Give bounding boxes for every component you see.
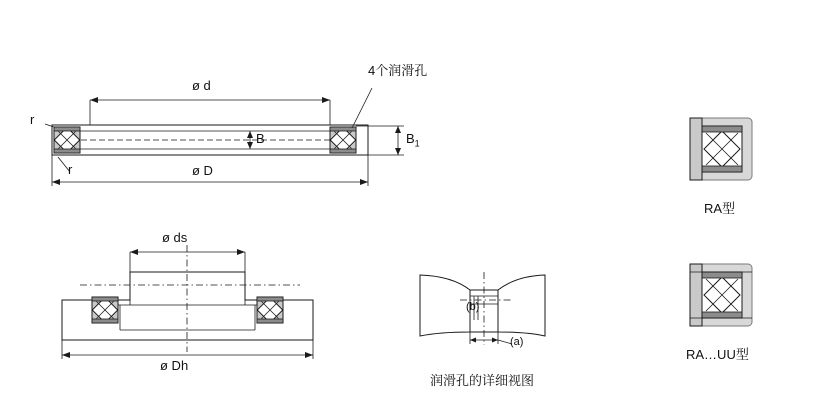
dim-label-r-bottom: r — [68, 162, 73, 177]
detail-label-a: (a) — [510, 336, 524, 348]
detail-label-b: (b) — [466, 301, 480, 313]
dim-label-B1-main: B — [406, 131, 415, 146]
dim-label-B1 — [406, 131, 420, 149]
detail-view-caption: 润滑孔的详细视图 — [430, 373, 535, 388]
dim-label-r-left: r — [30, 112, 35, 127]
panel-caption-ra: RA型 — [704, 201, 736, 216]
dim-label-D: ø D — [192, 163, 213, 178]
panel-caption-ra-uu: RA…UU型 — [686, 347, 749, 362]
dim-label-B1-subscript: 1 — [414, 138, 420, 149]
dim-label-ds: ø ds — [162, 230, 188, 245]
dim-label-B: B — [256, 131, 265, 146]
dim-label-d: ø d — [192, 78, 211, 93]
label-lubrication-holes: 4个润滑孔 — [368, 63, 428, 78]
dim-label-Dh: ø Dh — [160, 358, 189, 373]
